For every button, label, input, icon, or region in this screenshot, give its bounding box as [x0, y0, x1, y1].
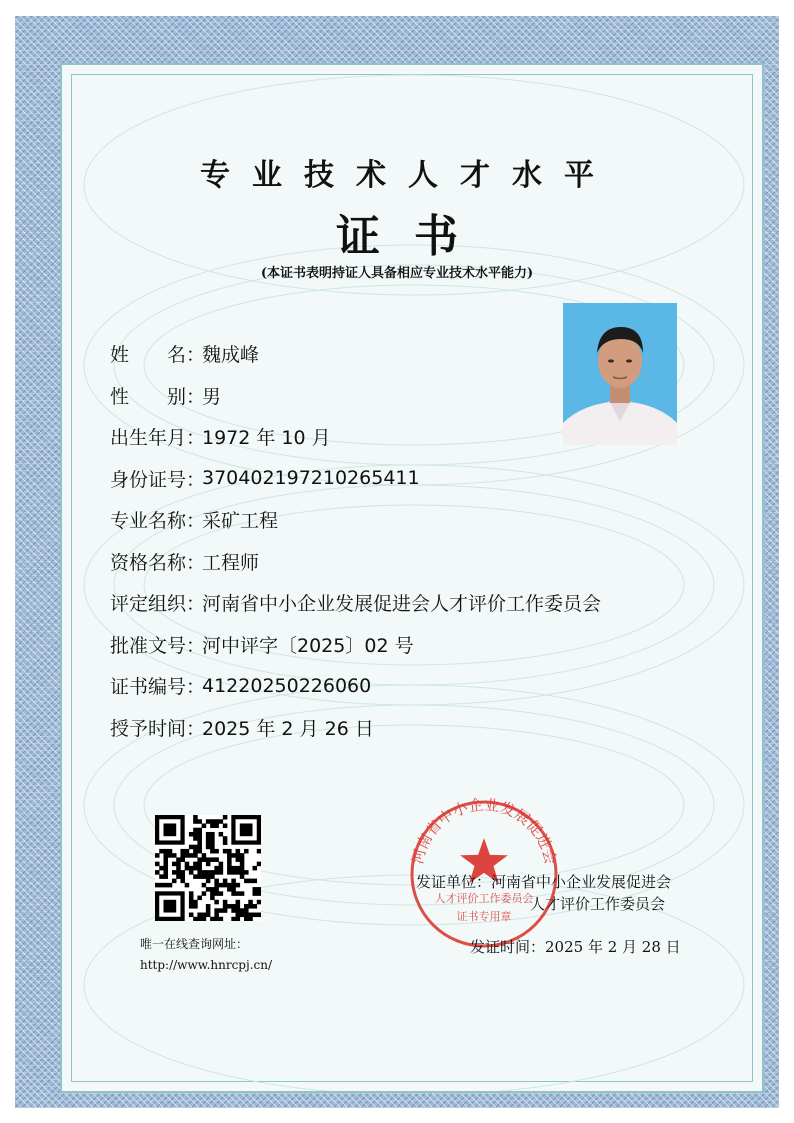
- seal-bottom-text: 证书专用章: [456, 910, 512, 923]
- field-approval-number: [110, 624, 710, 666]
- qr-finder-pattern: [231, 815, 261, 845]
- field-value: 河中评字〔2025〕02 号: [202, 634, 414, 657]
- field-certificate-number: [110, 665, 710, 707]
- field-value: 工程师: [202, 551, 260, 574]
- seal-inner-text: 人才评价工作委员会: [434, 892, 534, 905]
- field-label: 评定组织：: [110, 593, 206, 616]
- field-award-date: [110, 707, 710, 749]
- holder-info: [110, 333, 710, 748]
- issuer-line-2: 人才评价工作委员会: [530, 895, 666, 913]
- certificate-title: 专业技术人才水平: [200, 158, 616, 193]
- field-label: 性 别：: [110, 385, 206, 408]
- field-label: 批准文号：: [110, 634, 206, 657]
- verification-qr-code[interactable]: [155, 815, 261, 921]
- field-qualification: [110, 541, 710, 583]
- field-value: 1972 年 10 月: [202, 427, 331, 450]
- qr-finder-pattern: [155, 891, 185, 921]
- field-label: 资格名称：: [110, 551, 206, 574]
- field-value: 370402197210265411: [202, 467, 420, 490]
- issue-date: 发证时间：2025 年 2 月 28 日: [470, 938, 681, 956]
- field-gender: [110, 375, 710, 417]
- verification-label: 唯一在线查询网址：: [140, 937, 249, 951]
- verification-url[interactable]: http://www.hnrcpj.cn/: [140, 958, 273, 972]
- qr-finder-pattern: [155, 815, 185, 845]
- field-birth: [110, 416, 710, 458]
- field-label: 姓 名：: [110, 344, 206, 367]
- field-value: 魏成峰: [202, 344, 260, 367]
- field-label: 证书编号：: [110, 676, 206, 699]
- field-value: 河南省中小企业发展促进会人才评价工作委员会: [202, 593, 602, 616]
- certificate-note: (本证书表明持证人具备相应专业技术水平能力): [260, 266, 534, 281]
- seal-ring-text: 河南省中小企业发展促进会: [408, 795, 560, 866]
- verification-info: [140, 934, 272, 976]
- field-name: [110, 333, 710, 375]
- issuer-line-1: 发证单位：河南省中小企业发展促进会: [416, 873, 672, 891]
- field-organization: [110, 582, 710, 624]
- certificate-subtitle: 证书: [336, 211, 492, 262]
- field-value: 男: [202, 385, 222, 408]
- field-label: 授予时间：: [110, 717, 206, 740]
- field-label: 身份证号：: [110, 468, 206, 491]
- field-id-number: [110, 458, 710, 500]
- field-major: [110, 499, 710, 541]
- field-label: 专业名称：: [110, 510, 206, 533]
- field-value: 2025 年 2 月 26 日: [202, 717, 374, 740]
- field-value: 41220250226060: [202, 674, 372, 697]
- field-value: 采矿工程: [202, 510, 279, 533]
- field-label: 出生年月：: [110, 427, 206, 450]
- issuer-block: [416, 871, 671, 915]
